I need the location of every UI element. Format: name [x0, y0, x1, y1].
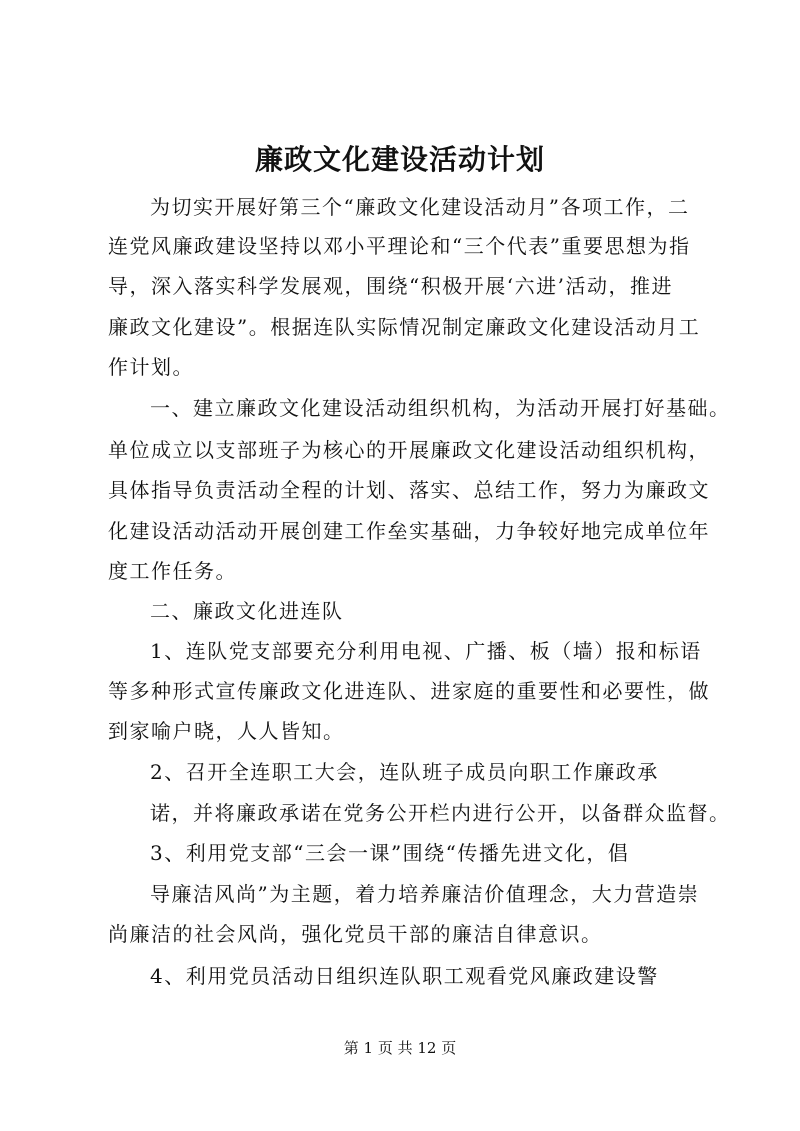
paragraph-line: 诺，并将廉政承诺在党务公开栏内进行公开，以备群众监督。	[150, 801, 731, 825]
section-heading: 二、廉政文化进连队	[150, 599, 344, 623]
paragraph-line: 尚廉洁的社会风尚，强化党员干部的廉洁自律意识。	[108, 922, 603, 946]
paragraph-line: 单位成立以支部班子为核心的开展廉政文化建设活动组织机构，	[108, 438, 710, 462]
paragraph-line: 3、利用党支部“三会一课”围绕“传播先进文化，倡	[150, 841, 630, 865]
paragraph-line: 2、召开全连职工大会，连队班子成员向职工作廉政承	[150, 760, 659, 784]
paragraph-line: 连党风廉政建设坚持以邓小平理论和“三个代表”重要思想为指	[108, 234, 691, 258]
paragraph-line: 1、连队党支部要充分利用电视、广播、板（墙）报和标语	[150, 639, 702, 663]
paragraph-line: 等多种形式宣传廉政文化进连队、进家庭的重要性和必要性，做	[108, 679, 710, 703]
paragraph-line: 4、利用党员活动日组织连队职工观看党风廉政建设警	[150, 964, 659, 988]
paragraph-line: 廉政文化建设”。根据连队实际情况制定廉政文化建设活动月工	[108, 315, 701, 339]
paragraph-line: 为切实开展好第三个“廉政文化建设活动月”各项工作，二	[150, 195, 690, 219]
paragraph-line: 度工作任务。	[108, 559, 237, 583]
paragraph-line: 具体指导负责活动全程的计划、落实、总结工作，努力为廉政文	[108, 478, 710, 502]
page-footer: 第 1 页 共 12 页	[343, 1039, 457, 1057]
document-title: 廉政文化建设活动计划	[254, 143, 545, 176]
section-heading: 一、建立廉政文化建设活动组织机构，为活动开展打好基础。	[150, 396, 731, 420]
paragraph-line: 作计划。	[108, 355, 194, 379]
paragraph-line: 导廉洁风尚”为主题，着力培养廉洁价值理念，大力营造崇	[150, 882, 700, 906]
paragraph-line: 到家喻户晓，人人皆知。	[108, 719, 345, 743]
paragraph-line: 导，深入落实科学发展观，围绕“积极开展‘六进’活动，推进	[108, 274, 673, 298]
paragraph-line: 化建设活动活动开展创建工作垒实基础，力争较好地完成单位年	[108, 519, 710, 543]
